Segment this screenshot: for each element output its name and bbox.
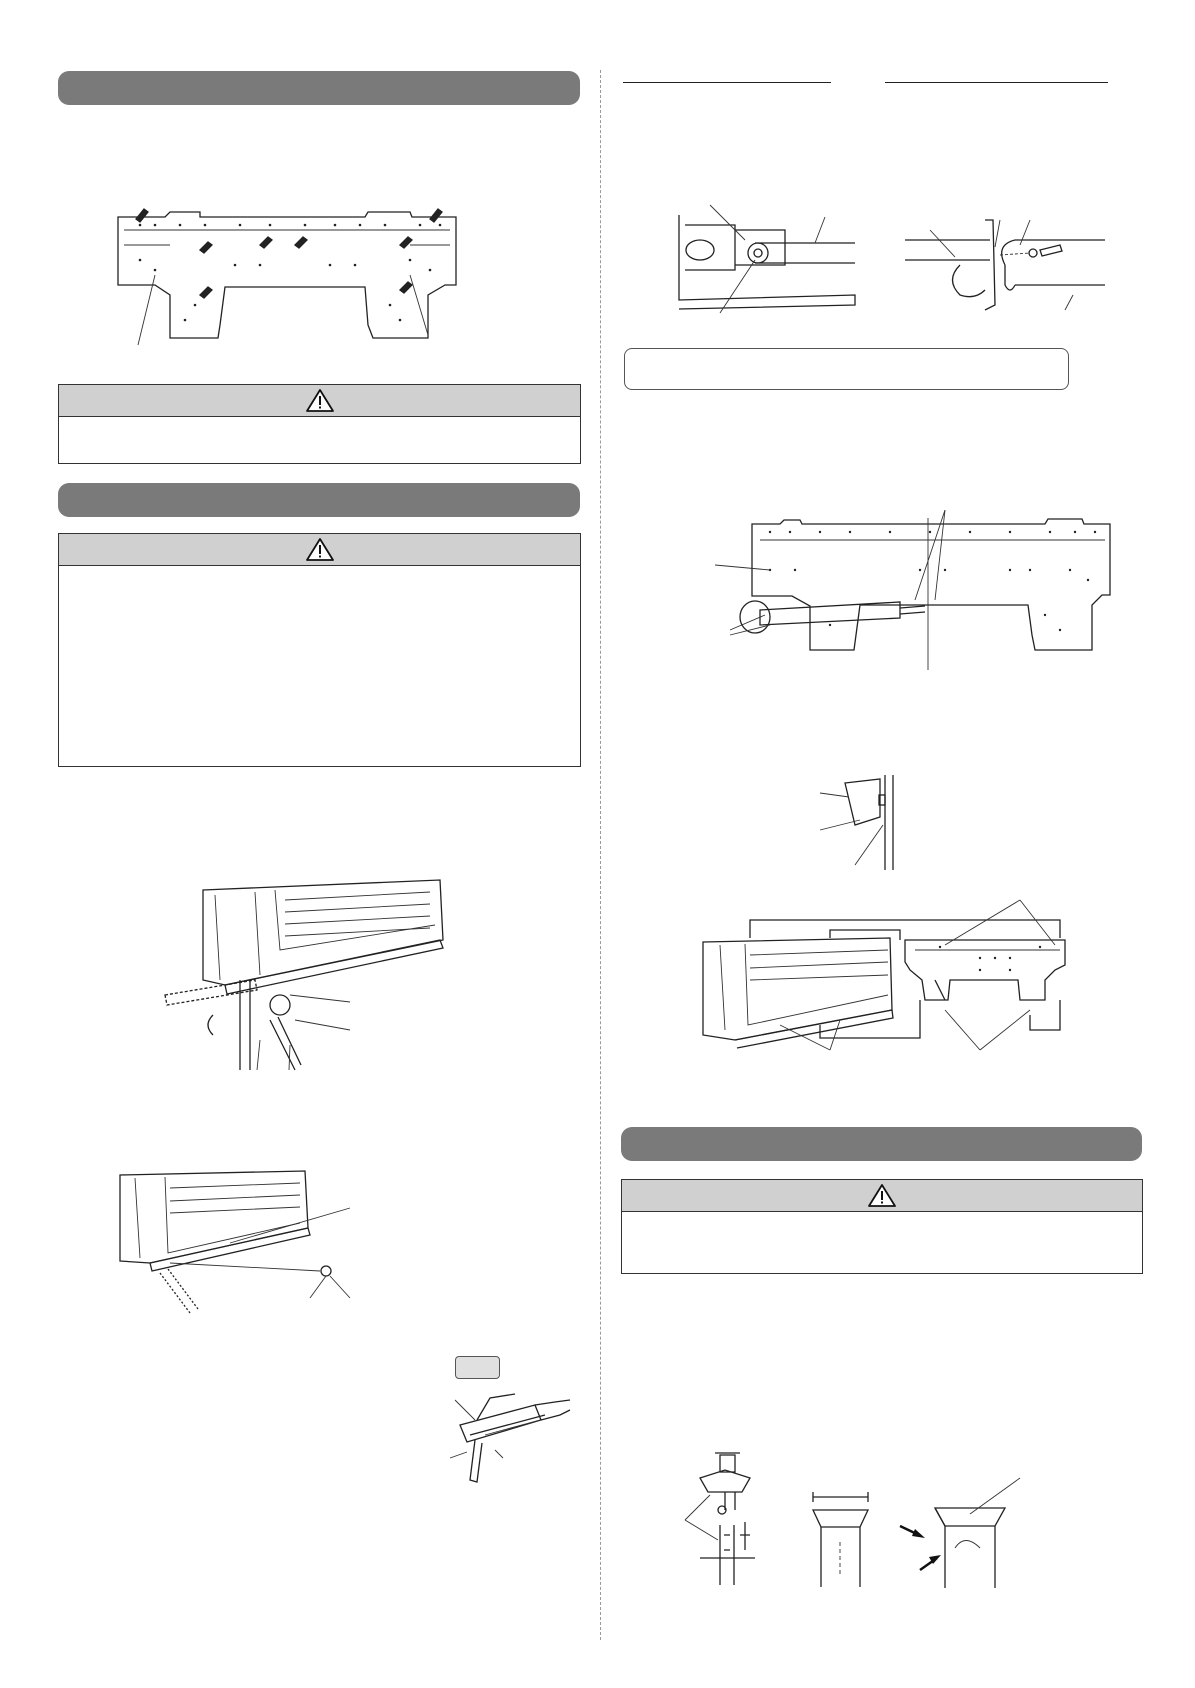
warning-header-2 [59, 534, 580, 566]
flaring-tool-figure [680, 1450, 780, 1590]
warning-triangle-icon [305, 537, 335, 562]
wrench-connection-figure [445, 1380, 575, 1490]
warning-box-3 [621, 1179, 1143, 1274]
unit-plate-alignment-figure [700, 900, 1070, 1050]
warning-header-1 [59, 385, 580, 417]
mounting-plate-level-figure [710, 510, 1110, 680]
section-bar-3 [621, 1127, 1142, 1161]
indoor-unit-piping-figure [165, 870, 465, 1070]
warning-triangle-icon [305, 388, 335, 413]
indoor-unit-drain-figure [110, 1163, 370, 1313]
pipe-width-figure [808, 1492, 878, 1587]
section-bar-2 [58, 483, 580, 517]
pipe-connection-figure-left [675, 205, 875, 315]
figure-tag-box [455, 1356, 500, 1379]
flare-angle-figure [895, 1478, 1025, 1588]
sub-heading-rule-1 [623, 82, 831, 83]
section-bar-1 [58, 71, 580, 105]
wall-side-view-figure [815, 775, 905, 875]
mounting-plate-figure [110, 205, 470, 355]
column-divider [600, 70, 601, 1640]
warning-header-3 [622, 1180, 1142, 1212]
warning-box-1 [58, 384, 581, 464]
warning-triangle-icon [867, 1183, 897, 1208]
pipe-connection-figure-right [905, 205, 1105, 315]
note-box [624, 348, 1069, 390]
warning-box-2 [58, 533, 581, 767]
sub-heading-rule-2 [885, 82, 1108, 83]
